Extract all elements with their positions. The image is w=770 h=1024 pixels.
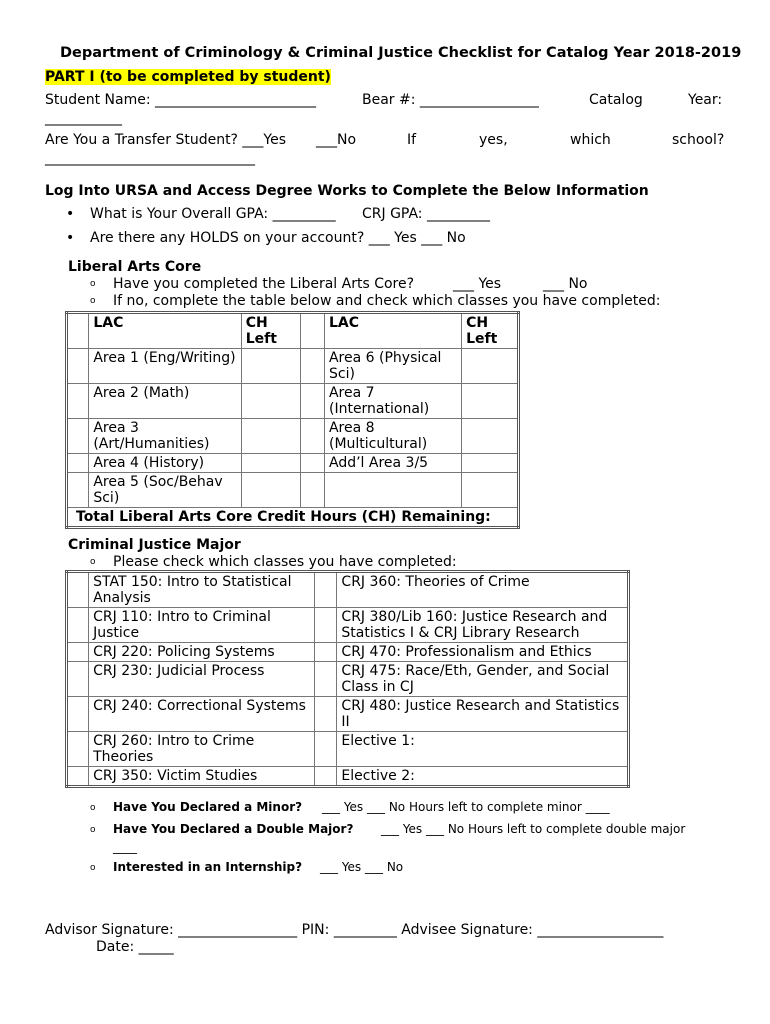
lac-question: Have you completed the Liberal Arts Core? <box>113 276 415 292</box>
course-cell: Elective 2: <box>337 767 629 787</box>
crj-heading: Criminal Justice Major <box>68 537 241 553</box>
check-cell[interactable] <box>315 697 337 732</box>
check-cell[interactable] <box>67 454 89 473</box>
check-cell[interactable] <box>315 608 337 643</box>
check-cell[interactable] <box>67 473 89 508</box>
course-cell: CRJ 230: Judicial Process <box>89 662 315 697</box>
lac-no[interactable]: ___ No <box>543 276 588 292</box>
check-cell[interactable] <box>67 643 89 662</box>
table-row <box>67 419 519 454</box>
ch-left-cell[interactable] <box>241 473 300 508</box>
bullet-dot: • <box>66 230 75 246</box>
table-row <box>67 454 519 473</box>
ch-left-col-header: CH Left <box>462 313 519 349</box>
bullet-o: o <box>90 279 96 289</box>
school-label: school? <box>672 132 725 148</box>
total-row <box>67 508 519 528</box>
double-major-question: Have You Declared a Double Major? <box>113 822 354 836</box>
check-cell[interactable] <box>67 767 89 787</box>
bullet-dot: • <box>66 206 75 222</box>
year-label: Year: <box>688 92 723 108</box>
ch-left-cell[interactable] <box>462 454 519 473</box>
lac-header-row <box>67 313 519 349</box>
date-field[interactable]: Date: _____ <box>96 939 174 955</box>
lac-area-cell: Area 4 (History) <box>89 454 241 473</box>
course-cell: CRJ 110: Intro to Criminal Justice <box>89 608 315 643</box>
check-cell[interactable] <box>67 349 89 384</box>
double-major-hours-field[interactable]: ____ <box>113 840 137 854</box>
bear-number-field[interactable]: Bear #: _________________ <box>362 92 539 108</box>
transfer-no[interactable]: ___No <box>316 132 357 148</box>
internship-options[interactable]: ___ Yes ___ No <box>320 860 404 874</box>
ch-left-cell[interactable] <box>241 454 300 473</box>
ch-left-cell[interactable] <box>241 384 300 419</box>
table-row <box>67 767 629 787</box>
bullet-o: o <box>90 825 96 835</box>
course-cell: CRJ 475: Race/Eth, Gender, and Social Class in CJ <box>337 662 629 697</box>
table-row <box>67 643 629 662</box>
crj-table <box>65 570 630 788</box>
course-cell: CRJ 240: Correctional Systems <box>89 697 315 732</box>
ch-left-cell[interactable] <box>462 419 519 454</box>
if-label: If <box>407 132 417 148</box>
yes-label: yes, <box>479 132 508 148</box>
check-cell[interactable] <box>315 662 337 697</box>
course-cell: CRJ 380/Lib 160: Justice Research and Statistics I & CRJ Library Research <box>337 608 629 643</box>
check-cell[interactable] <box>67 384 89 419</box>
course-cell: CRJ 260: Intro to Crime Theories <box>89 732 315 767</box>
check-cell[interactable] <box>67 313 89 349</box>
course-cell: CRJ 220: Policing Systems <box>89 643 315 662</box>
lac-area-cell: Area 1 (Eng/Writing) <box>89 349 241 384</box>
catalog-label: Catalog <box>589 92 643 108</box>
crj-gpa-field[interactable]: CRJ GPA: _________ <box>362 206 490 222</box>
check-cell[interactable] <box>300 454 324 473</box>
table-row <box>67 608 629 643</box>
lac-yes[interactable]: ___ Yes <box>453 276 502 292</box>
check-cell[interactable] <box>315 732 337 767</box>
course-cell: CRJ 470: Professionalism and Ethics <box>337 643 629 662</box>
minor-options[interactable]: ___ Yes ___ No Hours left to complete minor ____ <box>322 800 610 814</box>
check-cell[interactable] <box>300 384 324 419</box>
check-cell[interactable] <box>300 313 324 349</box>
table-row <box>67 572 629 608</box>
which-label: which <box>570 132 611 148</box>
course-cell: STAT 150: Intro to Statistical Analysis <box>89 572 315 608</box>
table-row <box>67 697 629 732</box>
ch-left-col-header: CH Left <box>241 313 300 349</box>
check-cell[interactable] <box>300 419 324 454</box>
lac-area-cell: Add’l Area 3/5 <box>324 454 461 473</box>
student-name-field[interactable]: Student Name: _______________________ <box>45 92 317 108</box>
check-cell[interactable] <box>67 697 89 732</box>
course-cell: Elective 1: <box>337 732 629 767</box>
lac-col-header: LAC <box>89 313 241 349</box>
check-cell[interactable] <box>315 643 337 662</box>
table-row <box>67 384 519 419</box>
gpa-field[interactable]: What is Your Overall GPA: _________ <box>90 206 336 222</box>
check-cell[interactable] <box>67 662 89 697</box>
bullet-o: o <box>90 557 96 567</box>
check-cell[interactable] <box>67 419 89 454</box>
check-cell[interactable] <box>300 473 324 508</box>
table-row <box>67 349 519 384</box>
double-major-options[interactable]: ___ Yes ___ No Hours left to complete double major <box>381 822 686 836</box>
lac-area-cell: Area 8 (Multicultural) <box>324 419 461 454</box>
minor-question: Have You Declared a Minor? <box>113 800 303 814</box>
transfer-school-field[interactable]: ______________________________ <box>45 150 255 166</box>
crj-instruction: Please check which classes you have completed: <box>113 554 457 570</box>
ursa-heading: Log Into URSA and Access Degree Works to Complete the Below Information <box>45 183 649 199</box>
ch-left-cell[interactable] <box>462 473 519 508</box>
check-cell[interactable] <box>315 572 337 608</box>
ch-left-cell[interactable] <box>241 419 300 454</box>
check-cell[interactable] <box>315 767 337 787</box>
lac-total-label: Total Liberal Arts Core Credit Hours (CH) Remaining: <box>67 508 519 528</box>
ch-left-cell[interactable] <box>241 349 300 384</box>
bullet-o: o <box>90 803 96 813</box>
catalog-year-field[interactable]: ___________ <box>45 110 122 126</box>
transfer-question: Are You a Transfer Student? ___Yes <box>45 132 287 148</box>
holds-question[interactable]: Are there any HOLDS on your account? ___ Yes ___ No <box>90 230 466 246</box>
table-row <box>67 662 629 697</box>
lac-col-header: LAC <box>324 313 461 349</box>
ch-left-cell[interactable] <box>462 349 519 384</box>
lac-area-cell: Area 6 (Physical Sci) <box>324 349 461 384</box>
lac-area-cell: Area 3 (Art/Humanities) <box>89 419 241 454</box>
bullet-o: o <box>90 296 96 306</box>
lac-area-cell: Area 2 (Math) <box>89 384 241 419</box>
course-cell: CRJ 480: Justice Research and Statistics II <box>337 697 629 732</box>
bullet-o: o <box>90 863 96 873</box>
lac-instruction: If no, complete the table below and check which classes you have completed: <box>113 293 661 309</box>
part-one-heading: PART I (to be completed by student) <box>45 69 331 85</box>
page-title: Department of Criminology & Criminal Justice Checklist for Catalog Year 2018-2019 <box>60 45 742 61</box>
check-cell[interactable] <box>67 732 89 767</box>
check-cell[interactable] <box>300 349 324 384</box>
internship-question: Interested in an Internship? <box>113 860 303 874</box>
lac-area-cell: Area 5 (Soc/Behav Sci) <box>89 473 241 508</box>
course-cell: CRJ 360: Theories of Crime <box>337 572 629 608</box>
lac-area-cell <box>324 473 461 508</box>
table-row <box>67 473 519 508</box>
course-cell: CRJ 350: Victim Studies <box>89 767 315 787</box>
lac-heading: Liberal Arts Core <box>68 259 202 275</box>
ch-left-cell[interactable] <box>462 384 519 419</box>
lac-area-cell: Area 7 (International) <box>324 384 461 419</box>
table-row <box>67 732 629 767</box>
lac-table <box>65 311 520 529</box>
check-cell[interactable] <box>67 608 89 643</box>
signature-line[interactable]: Advisor Signature: _________________ PIN: _________ Advisee Signature: __________________ <box>45 922 664 938</box>
check-cell[interactable] <box>67 572 89 608</box>
